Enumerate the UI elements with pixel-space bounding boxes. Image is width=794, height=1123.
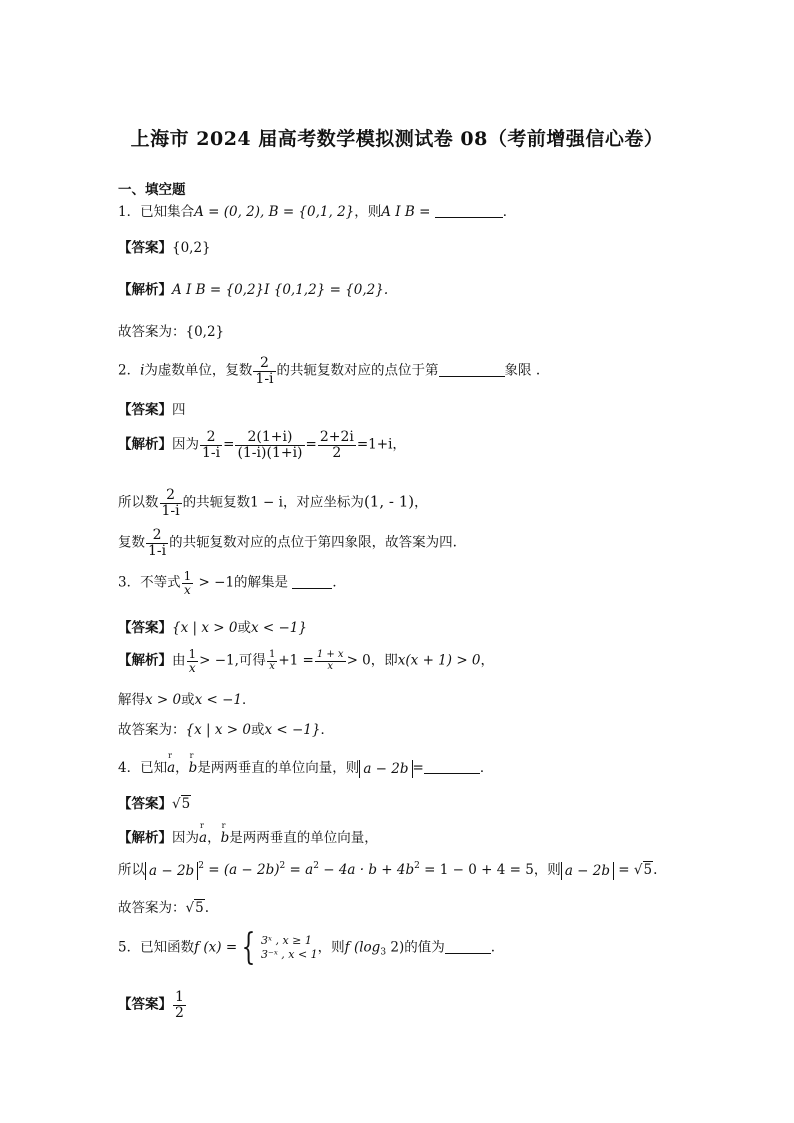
equals: = [614, 862, 634, 878]
result: =1+i [356, 436, 393, 453]
q4-analysis-line1 [118, 826, 378, 846]
analysis-text: 由 [172, 652, 186, 669]
exponent: 2 [414, 861, 420, 871]
denominator: 2 [175, 1004, 184, 1021]
question-4 [118, 756, 493, 778]
q2-text2: 的共轭复数对应的点位于第 [276, 362, 439, 379]
q3-number: 3．不等式 [118, 574, 181, 591]
numerator: 1 [268, 649, 276, 661]
denominator: (1-i)(1+i) [237, 444, 303, 461]
q1-conclusion: 故答案为：{0,2} [118, 324, 225, 340]
abs-expression: a − 2b [359, 760, 412, 778]
function-def: f (x) = [194, 939, 238, 956]
q3-analysis-line1 [118, 648, 494, 674]
inequality: > 0 [346, 652, 371, 669]
question-3 [118, 570, 346, 596]
comma: ， [480, 652, 495, 669]
piecewise-cases [261, 934, 318, 962]
q1-tail: ． [502, 204, 517, 220]
analysis-text: 故答案为： [118, 722, 186, 738]
case-2: 3⁻ˣ , x < 1 [261, 948, 318, 961]
q5-text2: 的值为 [404, 939, 445, 956]
inequality: x > 0 [145, 692, 182, 708]
q1-expr: A I B = [381, 204, 431, 220]
q3-answer [118, 616, 307, 636]
period: . [653, 862, 658, 878]
answer-blank [445, 941, 491, 954]
answer-value: {0,2} [172, 240, 211, 256]
denominator: 1-i [255, 370, 274, 387]
sqrt [186, 900, 205, 916]
numerator: 1 + x [316, 649, 344, 661]
analysis-text: ，即 [370, 652, 398, 669]
numerator: 2(1+i) [235, 430, 304, 446]
analysis-text: +1 = [278, 652, 314, 669]
q4-conclusion [118, 896, 209, 916]
q3-text: 的解集是 [234, 574, 289, 591]
numerator: 2 [253, 356, 275, 372]
inequality: > −1 [194, 574, 235, 591]
q5-tail: . [490, 939, 496, 956]
expression: − 4a · b + 4b [318, 862, 415, 878]
q3-conclusion [118, 718, 334, 738]
fraction [315, 650, 346, 672]
answer-label: 【答案】 [118, 240, 172, 256]
denominator: x [327, 660, 334, 672]
question-5 [118, 927, 496, 968]
analysis-text: 所以数 [118, 494, 159, 511]
q1-text: ，则 [354, 204, 382, 220]
q2-answer [118, 398, 186, 418]
analysis-text: 的共轭复数 [182, 494, 251, 511]
expression: = (a − 2b) [203, 862, 280, 878]
denominator: x [269, 660, 275, 672]
sqrt-icon: √ [633, 862, 643, 878]
denominator: x [184, 582, 191, 597]
conjugate: 1 − i [250, 494, 283, 511]
equals: = [305, 436, 317, 453]
exponent: 2 [198, 861, 204, 871]
analysis-text: ，则 [533, 862, 561, 878]
answer-blank [439, 364, 505, 377]
denominator: 1-i [148, 542, 167, 559]
exponent: 2 [279, 861, 286, 871]
q2-i: i [140, 362, 145, 379]
numerator: 2 [160, 488, 182, 504]
q2-analysis-line3 [118, 528, 457, 558]
vector-a: r a [199, 830, 207, 846]
q1-answer [118, 236, 211, 256]
q4-answer [118, 792, 191, 812]
radicand: 5 [643, 862, 653, 878]
fraction [146, 528, 168, 558]
denominator: 1-i [161, 502, 180, 519]
coordinate: (1, - 1) [363, 492, 415, 511]
q3-analysis-line2 [118, 688, 256, 708]
log-base: 3 [380, 947, 387, 958]
denominator: x [188, 660, 196, 675]
numerator: 1 [175, 989, 184, 1005]
analysis-text: 所以 [118, 862, 145, 878]
numerator: 2+2i [319, 429, 354, 445]
q3-tail: ． [332, 574, 346, 591]
question-2 [118, 356, 540, 386]
equals: = [412, 760, 424, 776]
period: ． [320, 722, 334, 738]
page-title: 上海市 2024 届高考数学模拟测试卷 08（考前增强信心卷） [130, 128, 664, 150]
answer-value: 5 [181, 796, 191, 812]
inequality: x < −1 [194, 692, 243, 708]
q1-number: 1．已知集合 [118, 204, 195, 220]
answer-label: 【答案】 [118, 796, 172, 812]
q2-number: 2． [118, 362, 141, 379]
q1-sets: A = (0, 2), B = {0,1, 2} [194, 204, 355, 220]
q4-tail: ． [479, 760, 494, 776]
sqrt [172, 796, 191, 812]
analysis-label: 【解析】 [118, 830, 172, 846]
fraction [267, 650, 277, 672]
answer-label: 【答案】 [118, 996, 172, 1013]
exponent: 2 [313, 861, 319, 871]
q2-text: 为虚数单位，复数 [144, 362, 253, 379]
expression: = a [285, 862, 314, 878]
answer-value: {x | x > 0 [185, 722, 251, 738]
answer-value: 四 [172, 402, 186, 418]
period: ． [242, 692, 256, 708]
numerator: 2 [200, 430, 222, 446]
analysis-text: 或 [181, 692, 195, 708]
q4-analysis-line2 [118, 858, 657, 880]
answer-blank [435, 205, 503, 218]
function-call: f (log [344, 939, 381, 956]
vector-b: r b [221, 830, 230, 846]
answer-label: 【答案】 [118, 620, 172, 636]
question-1 [118, 200, 516, 220]
q5-number: 5．已知函数 [118, 939, 195, 956]
expression: = 1 − 0 + 4 = 5 [419, 862, 534, 878]
analysis-text: 解得 [118, 692, 145, 708]
q2-text3: 象限 [504, 362, 532, 379]
analysis-label: 【解析】 [118, 652, 172, 669]
fraction [160, 488, 182, 518]
analysis-text: 故答案为： [118, 900, 186, 916]
denominator: 2 [332, 444, 342, 461]
fraction [235, 430, 304, 460]
abs-expression: a − 2b [145, 862, 198, 880]
vector-a: r a [167, 760, 175, 776]
section-heading: 一、填空题 [118, 182, 186, 198]
fraction [318, 430, 356, 460]
q2-analysis-line2 [118, 488, 428, 518]
fraction [187, 648, 199, 674]
case-1: 3ˣ , x ≥ 1 [261, 934, 312, 947]
comma: ， [392, 436, 406, 453]
analysis-text: 复数 [118, 534, 145, 551]
comma: ， [175, 760, 189, 776]
analysis-text: 是两两垂直的单位向量， [229, 830, 378, 846]
q1-analysis [118, 278, 388, 298]
comma: ， [414, 494, 428, 511]
q2-analysis-line1 [118, 430, 406, 460]
vector-b: r b [189, 760, 198, 776]
answer-fraction [173, 990, 186, 1020]
brace-icon: { [241, 927, 256, 968]
q4-number: 4．已知 [118, 760, 168, 776]
q2-fraction [253, 356, 275, 386]
answer-blank [424, 761, 480, 774]
radicand: 5 [195, 900, 204, 916]
equals: = [223, 436, 235, 453]
fraction [182, 570, 194, 596]
sqrt-icon: √ [172, 796, 181, 812]
analysis-text: 因为 [172, 436, 199, 453]
analysis-text: 因为 [172, 830, 199, 846]
comma: ， [207, 830, 221, 846]
q5-answer [118, 990, 187, 1020]
analysis-label: 【解析】 [118, 282, 172, 298]
numerator: 1 [183, 569, 192, 583]
q4-text: 是两两垂直的单位向量，则 [197, 760, 360, 776]
analysis-text: 或 [250, 722, 265, 738]
answer-value: x < −1} [250, 620, 307, 636]
analysis-text: 的共轭复数对应的点位于第四象限，故答案为四. [169, 534, 457, 551]
analysis-text: A I B = {0,2}I {0,1,2} = {0,2}. [172, 282, 389, 298]
q5-text: ，则 [317, 939, 345, 956]
answer-value: x < −1} [264, 722, 321, 738]
answer-blank [292, 576, 332, 589]
abs-expression: a − 2b [561, 862, 614, 880]
denominator: 1-i [202, 444, 221, 461]
period: . [204, 900, 209, 916]
sqrt-icon: √ [185, 900, 195, 916]
answer-label: 【答案】 [118, 402, 172, 418]
answer-value: {x | x > 0 [172, 620, 238, 636]
sqrt [634, 862, 653, 878]
numerator: 1 [188, 647, 197, 661]
numerator: 2 [146, 528, 168, 544]
fraction [200, 430, 222, 460]
analysis-text: > −1,可得 [199, 652, 266, 669]
function-call: 2) [386, 939, 405, 956]
answer-or: 或 [237, 620, 251, 636]
q2-tail: . [535, 362, 541, 379]
analysis-text: ，对应坐标为 [282, 494, 364, 511]
analysis-label: 【解析】 [118, 436, 172, 453]
inequality: x(x + 1) > 0 [397, 652, 481, 669]
